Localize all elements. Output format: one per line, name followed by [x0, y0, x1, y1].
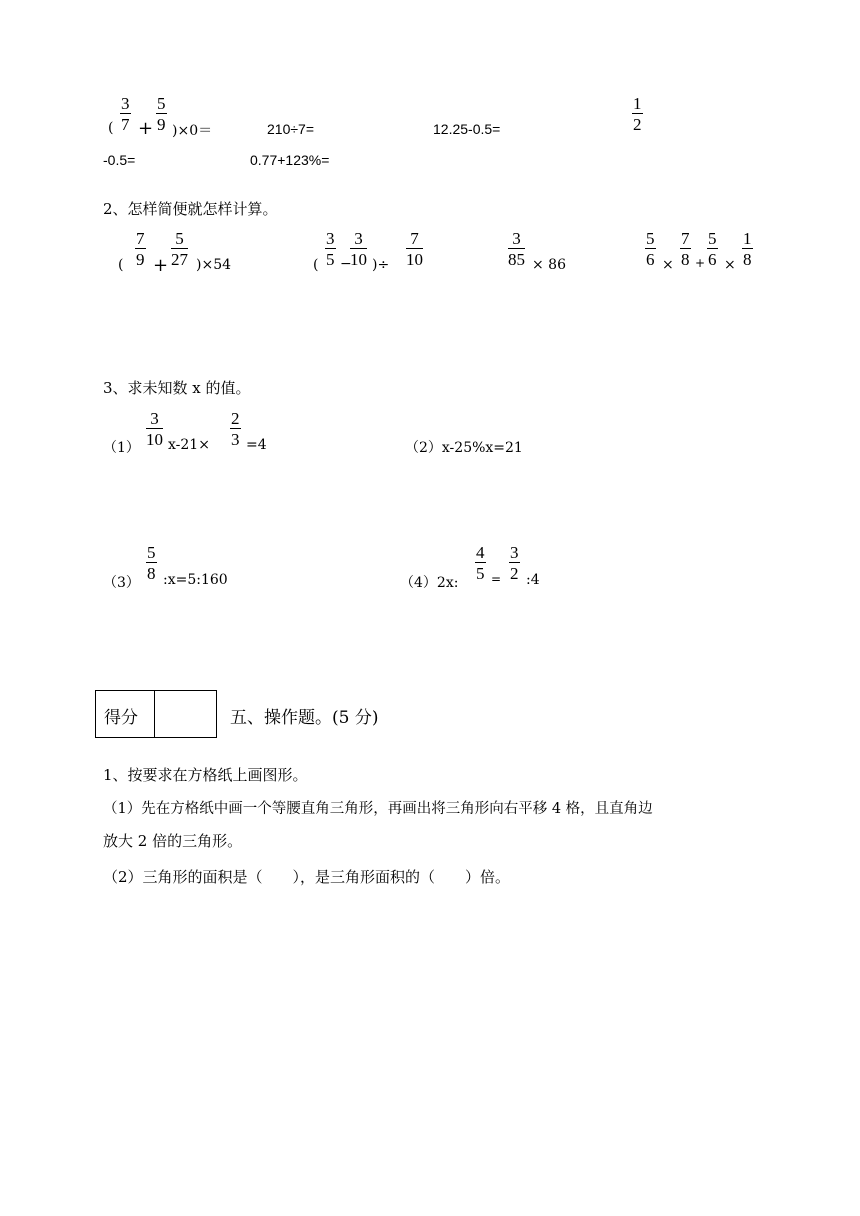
q2b-fraction-3-10: $\frac{3}{10}$ — [350, 229, 367, 269]
q2b-fraction-3-5: $\frac{3}{5}$ — [326, 229, 335, 269]
q2b-fraction-7-10: $\frac{7}{10}$ — [406, 229, 423, 269]
fraction-3-7: $\frac{3}{7}$ — [121, 94, 130, 134]
q2-title: 2、怎样简便就怎样计算。 — [103, 200, 278, 218]
expr-minus-0.5: -0.5= — [103, 152, 136, 168]
score-input-cell[interactable] — [155, 691, 216, 737]
q2d-times-2: × — [724, 257, 736, 273]
q3p3-fraction-5-8: $\frac{5}{8}$ — [147, 543, 156, 583]
q3p4-label: （4）2x: — [400, 575, 459, 591]
q2d-fraction-1-8: $\frac{1}{8}$ — [743, 229, 752, 269]
q3-title: 3、求未知数 x 的值。 — [103, 379, 251, 397]
q2b-minus: − — [340, 256, 352, 272]
ops-line-4: （2）三角形的面积是（ ），是三角形面积的（ ）倍。 — [103, 868, 511, 886]
expr-12.25-minus-0.5: 12.25-0.5= — [433, 121, 501, 137]
ops-line-2: （1）先在方格纸中画一个等腰直角三角形，再画出将三角形向右平移 4 格，且直角边 — [103, 801, 653, 817]
q3p1-fraction-2-3: $\frac{2}{3}$ — [231, 409, 240, 449]
score-label-cell — [96, 691, 155, 737]
q2d-plus: + — [695, 256, 706, 270]
q2d-fraction-5-6b: $\frac{5}{6}$ — [708, 229, 717, 269]
q2c-fraction-3-85: $\frac{3}{85}$ — [508, 229, 525, 269]
q2b-close-div: )÷ — [372, 257, 390, 273]
ops-line-1: 1、按要求在方格纸上画图形。 — [103, 766, 308, 784]
q3p3-end: :x=5:160 — [163, 572, 228, 588]
fraction-1-2: $\frac{1}{2}$ — [633, 94, 642, 134]
expr-210-div-7: 210÷7= — [267, 121, 315, 137]
q2a-paren-open: ( — [118, 257, 124, 273]
q2a-close-times: )×54 — [196, 257, 232, 273]
times-zero: )×0＝ — [172, 123, 213, 139]
q2d-times-1: × — [662, 257, 674, 273]
ops-line-3: 放大 2 倍的三角形。 — [103, 832, 243, 850]
q3p3-label: （3） — [103, 575, 140, 591]
fraction-5-9: $\frac{5}{9}$ — [157, 94, 166, 134]
q3p4-fraction-4-5: $\frac{4}{5}$ — [476, 543, 485, 583]
q2a-fraction-5-27: $\frac{5}{27}$ — [171, 229, 188, 269]
q3p4-fraction-3-2: $\frac{3}{2}$ — [510, 543, 519, 583]
q2d-fraction-7-8: $\frac{7}{8}$ — [681, 229, 690, 269]
q3p2-equation: （2）x-25%x=21 — [405, 440, 523, 456]
q2c-times-86: × 86 — [532, 257, 566, 273]
q3p1-label: （1） — [103, 440, 140, 456]
q3p1-end: =4 — [246, 437, 267, 453]
q3p1-mid: x-21× — [168, 437, 210, 453]
score-box — [95, 690, 217, 738]
paren-open: ( — [108, 120, 114, 136]
q3p1-fraction-3-10: $\frac{3}{10}$ — [146, 409, 163, 449]
q2b-paren-open: ( — [313, 257, 319, 273]
q2d-fraction-5-6: $\frac{5}{6}$ — [646, 229, 655, 269]
q3p4-end: :4 — [526, 572, 540, 588]
q2a-plus: + — [153, 255, 169, 276]
expr-0.77-plus-123pct: 0.77+123%= — [250, 152, 330, 168]
score-label: 得分 — [104, 708, 138, 728]
q2a-fraction-7-9: $\frac{7}{9}$ — [136, 229, 145, 269]
plus-sign: + — [138, 118, 154, 139]
section5-title: 五、操作题。(5 分) — [230, 708, 379, 728]
q3p4-eq: = — [491, 572, 502, 586]
